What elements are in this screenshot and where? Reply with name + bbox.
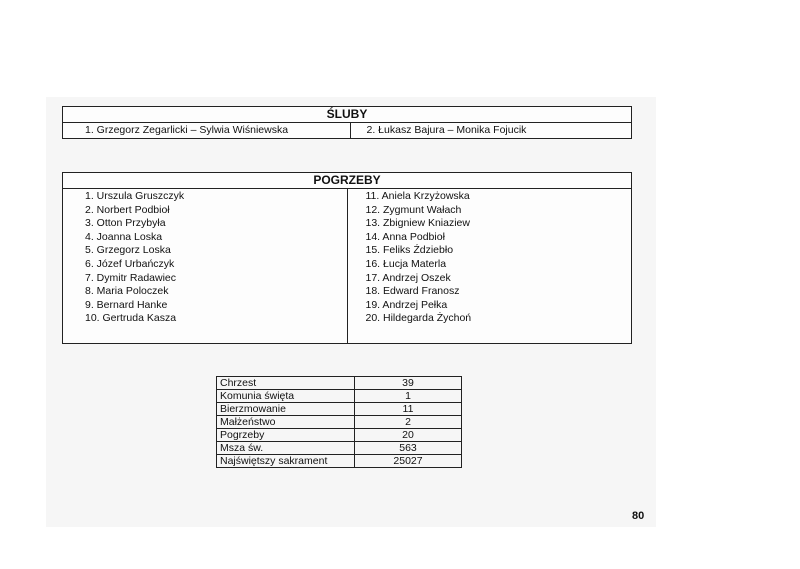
- stat-value: 563: [355, 442, 462, 455]
- pogrzeby-entry: 6. Józef Urbańczyk: [85, 257, 175, 270]
- stat-label: Komunia święta: [217, 390, 355, 403]
- pogrzeby-entry: 17. Andrzej Oszek: [365, 271, 451, 284]
- pogrzeby-entry: 2. Norbert Podbioł: [85, 203, 170, 216]
- pogrzeby-entry: 10. Gertruda Kasza: [85, 312, 177, 325]
- pogrzeby-entry: 15. Feliks Ździebło: [365, 244, 454, 257]
- table-row: [217, 416, 462, 429]
- pogrzeby-left-column: [63, 189, 347, 343]
- pogrzeby-entry: 16. Łucja Materla: [365, 257, 447, 270]
- stat-value: 1: [355, 390, 462, 403]
- table-row: [217, 403, 462, 416]
- stat-value: 2: [355, 416, 462, 429]
- pogrzeby-entry: 8. Maria Poloczek: [85, 285, 169, 298]
- pogrzeby-table: [62, 172, 632, 344]
- stat-label: Małżeństwo: [217, 416, 355, 429]
- table-row: [217, 442, 462, 455]
- stat-value: 20: [355, 429, 462, 442]
- pogrzeby-columns: [63, 189, 631, 343]
- stat-value: 39: [355, 377, 462, 390]
- stat-label: Najświętszy sakrament: [217, 455, 355, 468]
- sluby-row: [63, 123, 631, 139]
- table-row: [217, 390, 462, 403]
- sacraments-summary-table: [216, 376, 462, 468]
- pogrzeby-entry: 18. Edward Franosz: [365, 285, 460, 298]
- pogrzeby-entry: 5. Grzegorz Loska: [85, 244, 171, 257]
- pogrzeby-right-column: [347, 189, 632, 343]
- pogrzeby-entry: 3. Otton Przybyła: [85, 217, 166, 230]
- pogrzeby-entry: 11. Aniela Krzyżowska: [365, 190, 470, 202]
- stat-label: Chrzest: [217, 377, 355, 390]
- stat-label: Pogrzeby: [217, 429, 355, 442]
- stat-value: 25027: [355, 455, 462, 468]
- sluby-table: [62, 106, 632, 139]
- pogrzeby-entry: 7. Dymitr Radawiec: [85, 271, 177, 284]
- pogrzeby-entry: 19. Andrzej Pełka: [365, 298, 448, 311]
- table-row: [217, 429, 462, 442]
- stat-value: 11: [355, 403, 462, 416]
- pogrzeby-entry: 13. Zbigniew Kniaziew: [365, 217, 470, 230]
- pogrzeby-title: POGRZEBY: [63, 173, 631, 189]
- table-row: [217, 377, 462, 390]
- stat-label: Msza św.: [217, 442, 355, 455]
- sluby-entry: 1. Grzegorz Zegarlicki – Sylwia Wiśniewska: [85, 124, 289, 136]
- stat-label: Bierzmowanie: [217, 403, 355, 416]
- table-row: [217, 455, 462, 468]
- pogrzeby-entry: 1. Urszula Gruszczyk: [85, 190, 185, 202]
- pogrzeby-entry: 4. Joanna Loska: [85, 230, 163, 243]
- pogrzeby-entry: 14. Anna Podbioł: [365, 230, 445, 243]
- sluby-title: ŚLUBY: [63, 107, 631, 123]
- pogrzeby-entry: 12. Zygmunt Wałach: [365, 203, 462, 216]
- sluby-entry: 2. Łukasz Bajura – Monika Fojucik: [350, 123, 632, 139]
- pogrzeby-entry: 9. Bernard Hanke: [85, 298, 168, 311]
- page-number: 80: [632, 510, 645, 522]
- pogrzeby-entry: 20. Hildegarda Żychoń: [365, 312, 472, 325]
